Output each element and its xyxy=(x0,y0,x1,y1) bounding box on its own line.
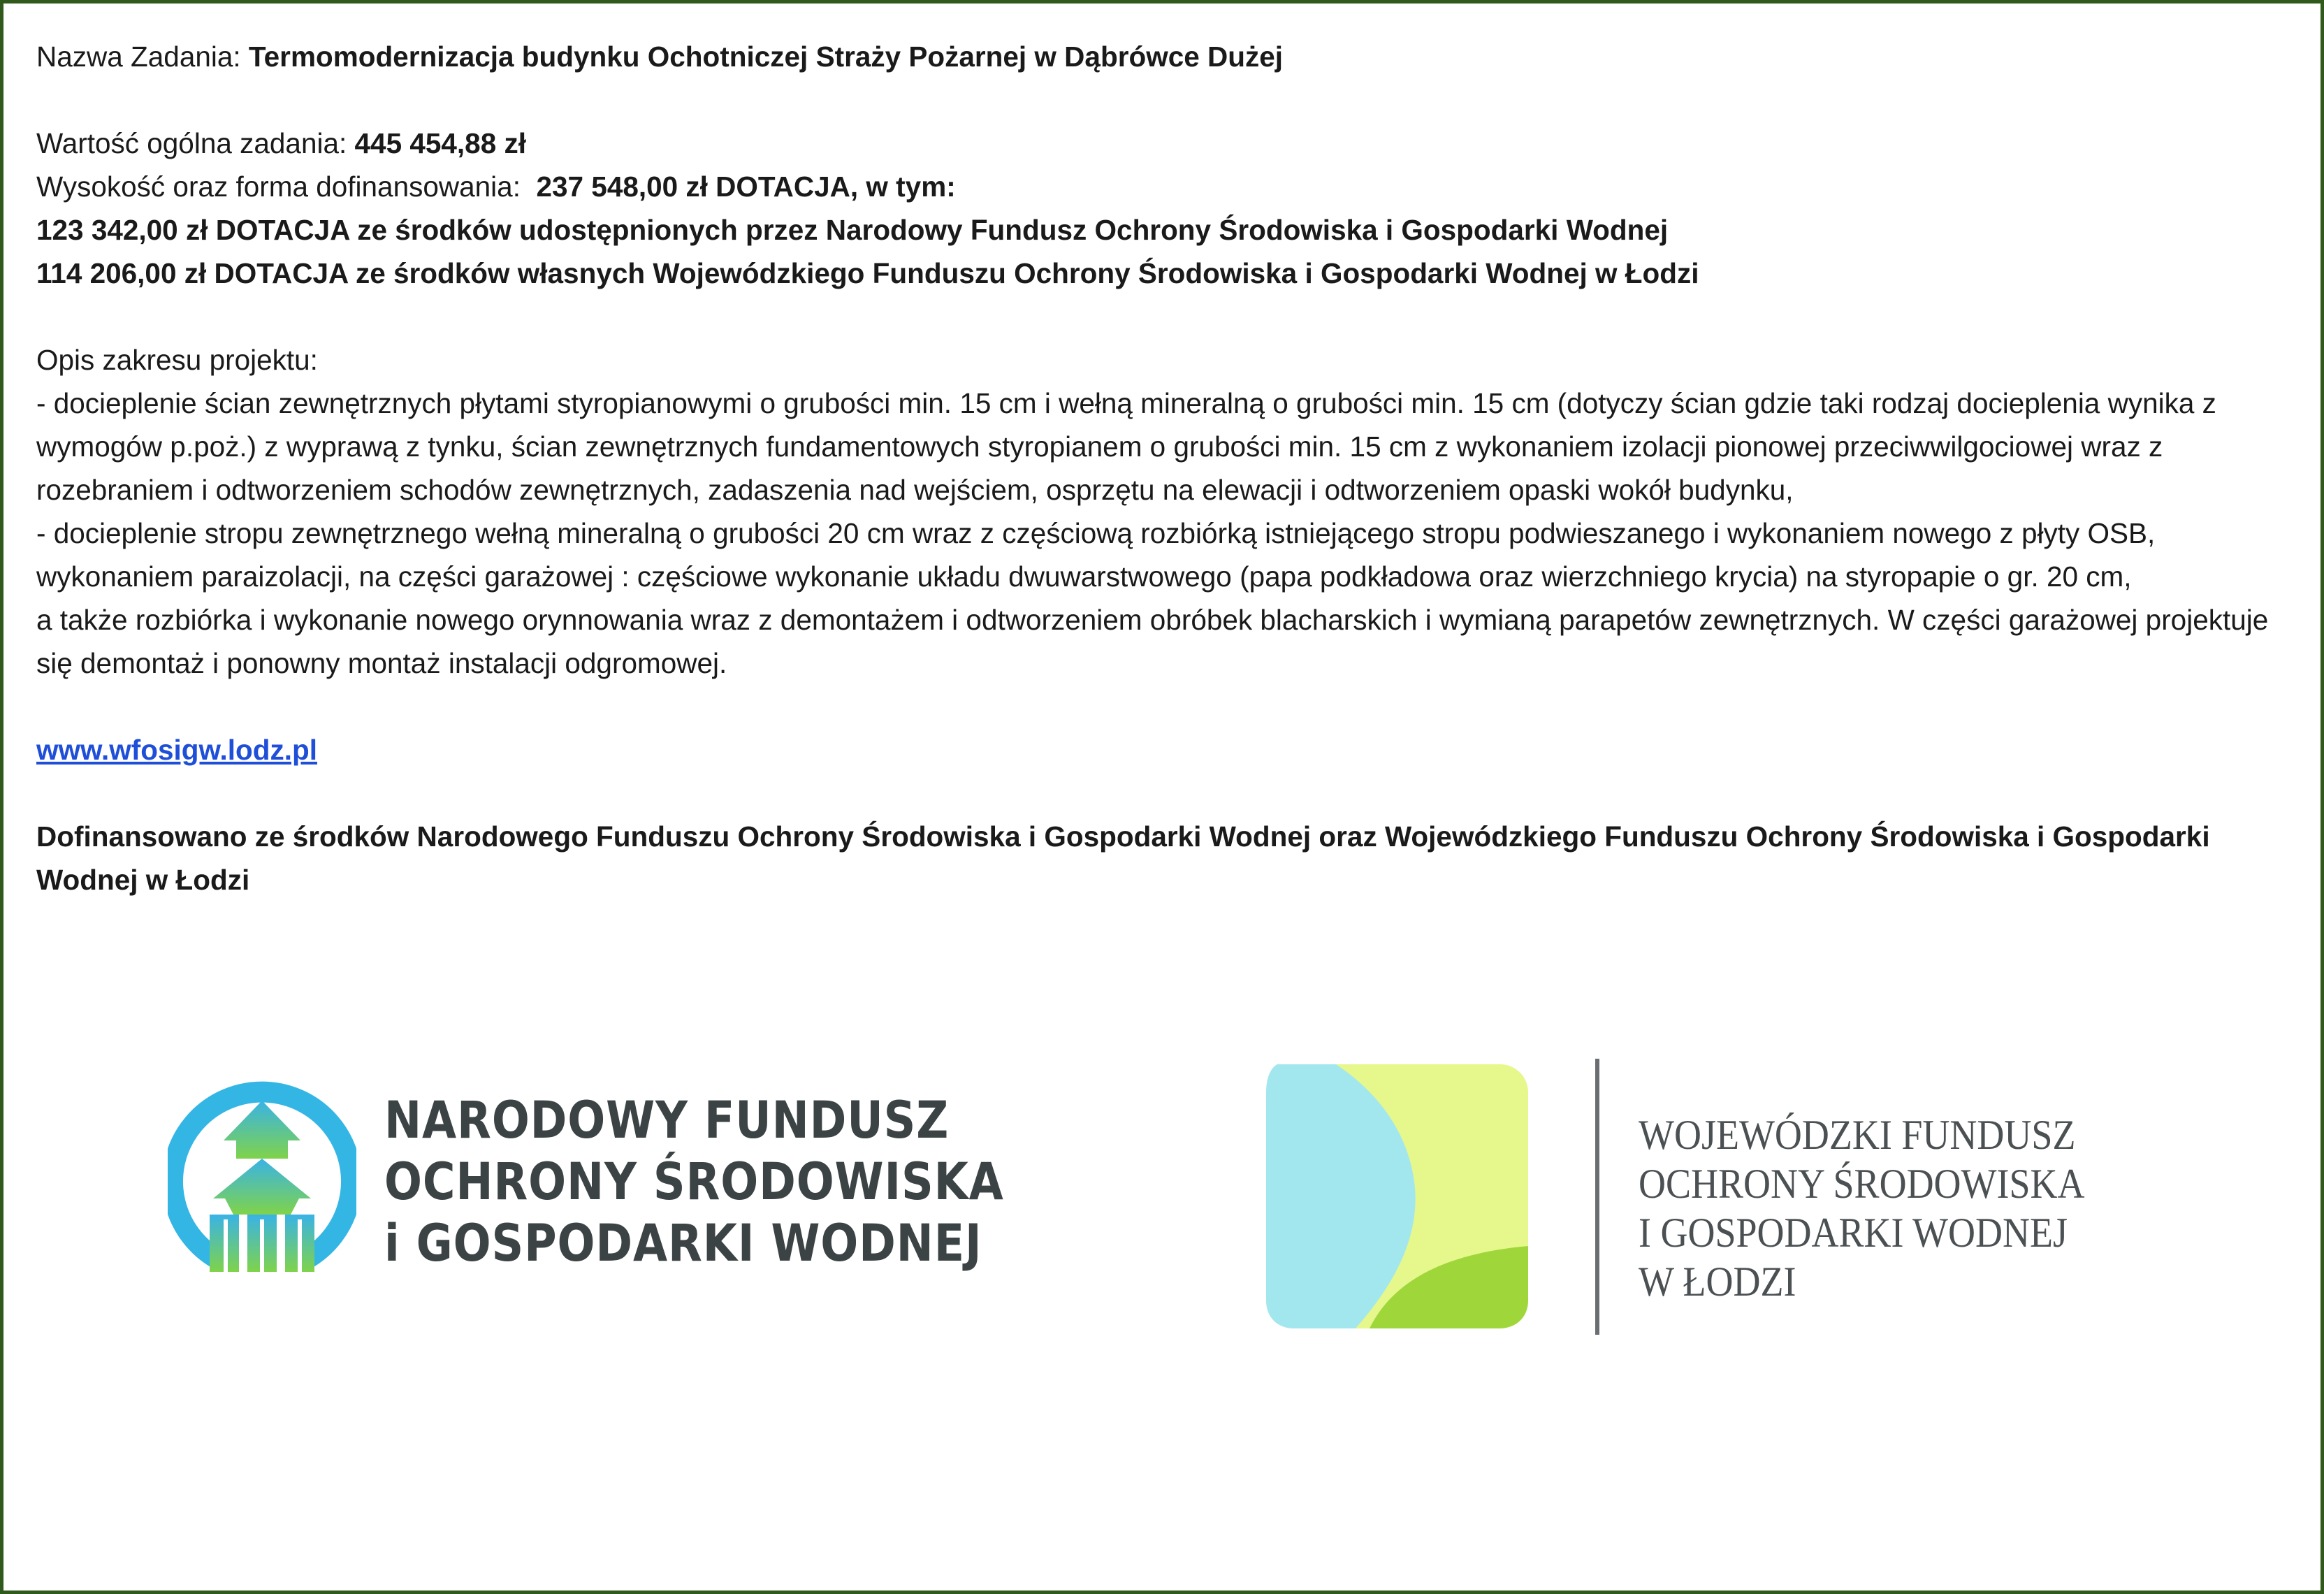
description-para-3: a także rozbiórka i wykonanie nowego orynnowania wraz z demontażem i odtworzeniem obróbek blacharskich i wymianą parapetów zewnętrznych. W części garażowej projektuje się demontaż i ponowny montaż instalacji odgromowej. xyxy=(36,604,2269,679)
wfosigw-emblem xyxy=(1258,1052,1537,1345)
funding-label: Wysokość oraz forma dofinansowania: xyxy=(36,171,521,203)
nfosigw-logo xyxy=(168,1076,1013,1293)
funding-value: 237 548,00 zł DOTACJA, w tym: xyxy=(536,171,956,203)
description-para-2: - docieplenie stropu zewnętrznego wełną mineralną o grubości 20 cm wraz z częściową rozbiórką istniejącego stropu podwieszanego i wykonaniem nowego z płyty OSB, wykonaniem paraizolacji, na części garażowej : częściowe wykonanie układu dwuwarstwowego (papa podkładowa oraz wierzchniego krycia) na styropapie o gr. 20 cm, xyxy=(36,517,2156,593)
nfosigw-name: NARODOWY FUNDUSZ OCHRONY ŚRODOWISKA i GOSPODARKI WODNEJ xyxy=(384,1091,1004,1273)
funding-line xyxy=(36,165,2293,208)
funding-line-2: 114 206,00 zł DOTACJA ze środków własnych Wojewódzkiego Funduszu Ochrony Środowiska i Gospodarki Wodnej w Łodzi xyxy=(36,257,1699,289)
task-line xyxy=(36,35,2293,78)
website-link[interactable]: www.wfosigw.lodz.pl xyxy=(36,734,317,766)
document-body xyxy=(36,35,2293,901)
description-para-1: - docieplenie ścian zewnętrznych płytami styropianowymi o grubości min. 15 cm i wełną mineralną o grubości min. 15 cm (dotyczy ścian gdzie taki rodzaj docieplenia wynika z wymogów p.poż.) z wyprawą z tynku, ścian zewnętrznych fundamentowych styropianem o grubości min. 15 cm z wykonaniem izolacji pionowej przeciwwilgociowej wraz z rozebraniem i odtworzeniem schodów zewnętrznych, zadaszenia nad wejściem, osprzętu na elewacji i odtworzeniem opaski wokół budynku, xyxy=(36,387,2216,506)
task-name: Termomodernizacja budynku Ochotniczej Straży Pożarnej w Dąbrówce Dużej xyxy=(248,41,1284,73)
nfosigw-emblem xyxy=(168,1076,356,1286)
funding-line-1: 123 342,00 zł DOTACJA ze środków udostępnionych przez Narodowy Fundusz Ochrony Środowiska i Gospodarki Wodnej xyxy=(36,214,1669,246)
total-label: Wartość ogólna zadania: xyxy=(36,127,347,159)
task-label: Nazwa Zadania: xyxy=(36,41,241,73)
total-line xyxy=(36,122,2293,165)
wfosigw-divider xyxy=(1595,1059,1599,1335)
footer-statement: Dofinansowano ze środków Narodowego Funduszu Ochrony Środowiska i Gospodarki Wodnej oraz Wojewódzkiego Funduszu Ochrony Środowiska i Gospodarki Wodnej w Łodzi xyxy=(36,820,2210,896)
total-value: 445 454,88 zł xyxy=(354,127,526,159)
description-heading: Opis zakresu projektu: xyxy=(36,344,318,376)
wfosigw-logo xyxy=(1258,1052,2138,1345)
wfosigw-name: WOJEWÓDZKI FUNDUSZ OCHRONY ŚRODOWISKA I GOSPODARKI WODNEJ W ŁODZI xyxy=(1639,1112,2085,1305)
